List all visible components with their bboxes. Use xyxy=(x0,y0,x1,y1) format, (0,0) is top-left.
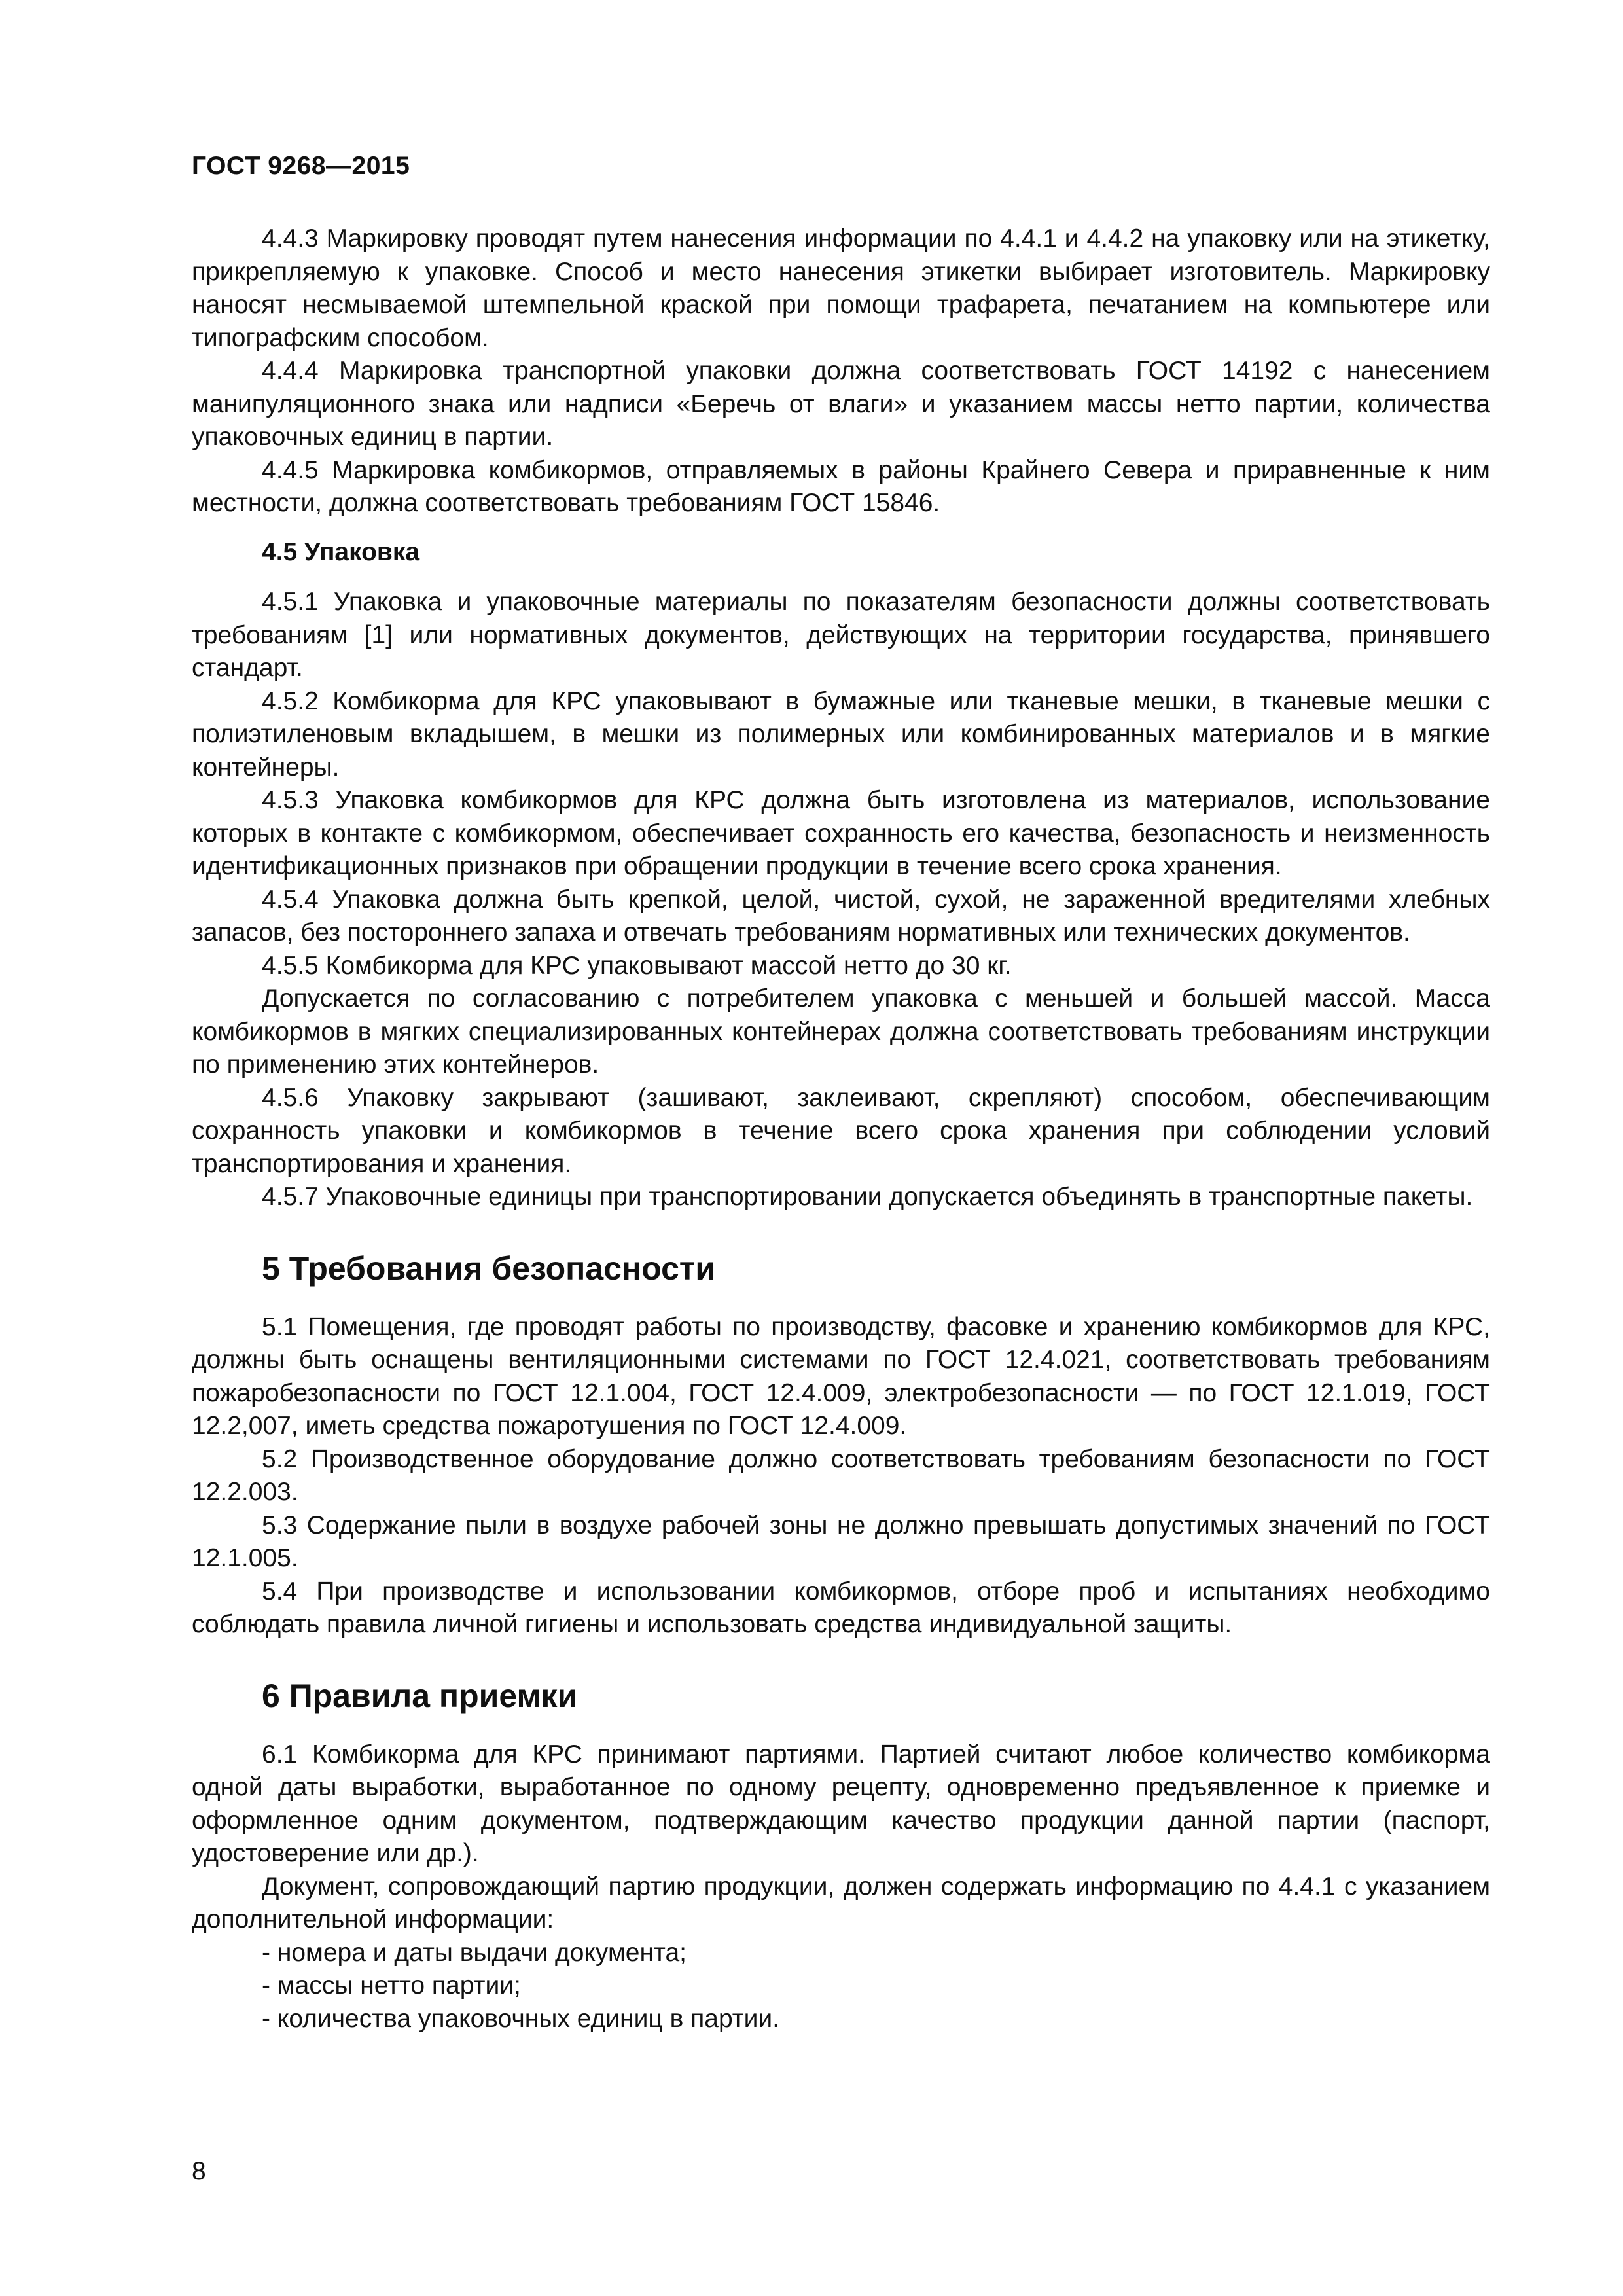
list-item: - количества упаковочных единиц в партии. xyxy=(262,2004,780,2033)
section-heading-6: 6 Правила приемки xyxy=(262,1677,578,1714)
section-heading-5: 5 Требования безопасности xyxy=(262,1249,716,1287)
subsection-heading-4-5: 4.5 Упаковка xyxy=(262,537,420,566)
requirements-list xyxy=(192,1937,1490,2036)
paragraph-4-4-3: 4.4.3 Маркировку проводят путем нанесения информации по 4.4.1 и 4.4.2 на упаковку или на этикетку, прикрепляемую к упаковке. Способ и место нанесения этикетки выбирает изготовитель. Маркировку наносят несмываемой штемпельной краской при помощи трафарета, печатанием на компьютере или типографским способом. xyxy=(192,224,1490,352)
paragraph-4-5-4: 4.5.4 Упаковка должна быть крепкой, целой, чистой, сухой, не зараженной вредителями хлебных запасов, без постороннего запаха и отвечать требованиям нормативных или технических документов. xyxy=(192,885,1490,946)
paragraph-4-5-5: 4.5.5 Комбикорма для КРС упаковывают массой нетто до 30 кг. xyxy=(262,951,1012,980)
paragraph-4-5-6: 4.5.6 Упаковку закрывают (зашивают, заклеивают, скрепляют) способом, обеспечивающим сохранность упаковки и комбикормов в течение всего срока хранения при соблюдении условий транспортирования и хранения. xyxy=(192,1083,1490,1178)
list-item: - номера и даты выдачи документа; xyxy=(262,1938,687,1967)
paragraph-4-5-2: 4.5.2 Комбикорма для КРС упаковывают в бумажные или тканевые мешки, в тканевые мешки с полиэтиленовым вкладышем, в мешки из полимерных или комбинированных материалов и в мягкие контейнеры. xyxy=(192,687,1490,781)
paragraph-6-1: 6.1 Комбикорма для КРС принимают партиями. Партией считают любое количество комбикорма одной даты выработки, выработанное по одному рецепту, одновременно предъявленное к приемке и оформленное одним документом, подтверждающим качество продукции данной партии (паспорт, удостоверение или др.). xyxy=(192,1740,1490,1867)
paragraph-6-1-document: Документ, сопровождающий партию продукции, должен содержать информацию по 4.4.1 с указанием дополнительной информации: xyxy=(192,1872,1490,1933)
paragraph-4-4-4: 4.4.4 Маркировка транспортной упаковки должна соответствовать ГОСТ 14192 с нанесением манипуляционного знака или надписи «Беречь от влаги» и указанием массы нетто партии, количества упаковочных единиц в партии. xyxy=(192,357,1490,451)
paragraph-4-5-5-note: Допускается по согласованию с потребителем упаковка с меньшей и большей массой. Масса комбикормов в мягких специализированных контейнерах должна соответствовать требованиям инструкции по применению этих контейнеров. xyxy=(192,984,1490,1079)
document-body xyxy=(192,223,1490,2036)
page-number: 8 xyxy=(192,2157,206,2185)
list-item: - массы нетто партии; xyxy=(262,1971,521,2000)
paragraph-5-4: 5.4 При производстве и использовании комбикормов, отборе проб и испытаниях необходимо соблюдать правила личной гигиены и использовать средства индивидуальной защиты. xyxy=(192,1577,1490,1638)
paragraph-4-4-5: 4.4.5 Маркировка комбикормов, отправляемых в районы Крайнего Севера и приравненные к ним местности, должна соответствовать требованиям ГОСТ 15846. xyxy=(192,456,1490,517)
paragraph-4-5-7: 4.5.7 Упаковочные единицы при транспортировании допускается объединять в транспортные пакеты. xyxy=(262,1183,1473,1211)
document-header: ГОСТ 9268—2015 xyxy=(192,152,410,180)
paragraph-5-2: 5.2 Производственное оборудование должно соответствовать требованиям безопасности по ГОСТ 12.2.003. xyxy=(192,1444,1490,1506)
paragraph-4-5-3: 4.5.3 Упаковка комбикормов для КРС должна быть изготовлена из материалов, использование которых в контакте с комбикормом, обеспечивает сохранность его качества, безопасность и неизменность идентификационных признаков при обращении продукции в течение всего срока хранения. xyxy=(192,786,1490,880)
paragraph-5-3: 5.3 Содержание пыли в воздухе рабочей зоны не должно превышать допустимых значений по ГОСТ 12.1.005. xyxy=(192,1511,1490,1572)
paragraph-5-1: 5.1 Помещения, где проводят работы по производству, фасовке и хранению комбикормов для КРС, должны быть оснащены вентиляционными системами по ГОСТ 12.4.021, соответствовать требованиям пожаробезопасности по ГОСТ 12.1.004, ГОСТ 12.4.009, электробезопасности — по ГОСТ 12.1.019, ГОСТ 12.2,007, иметь средства пожаротушения по ГОСТ 12.4.009. xyxy=(192,1312,1490,1440)
paragraph-4-5-1: 4.5.1 Упаковка и упаковочные материалы по показателям безопасности должны соответствовать требованиям [1] или нормативных документов, действующих на территории государства, принявшего стандарт. xyxy=(192,588,1490,682)
